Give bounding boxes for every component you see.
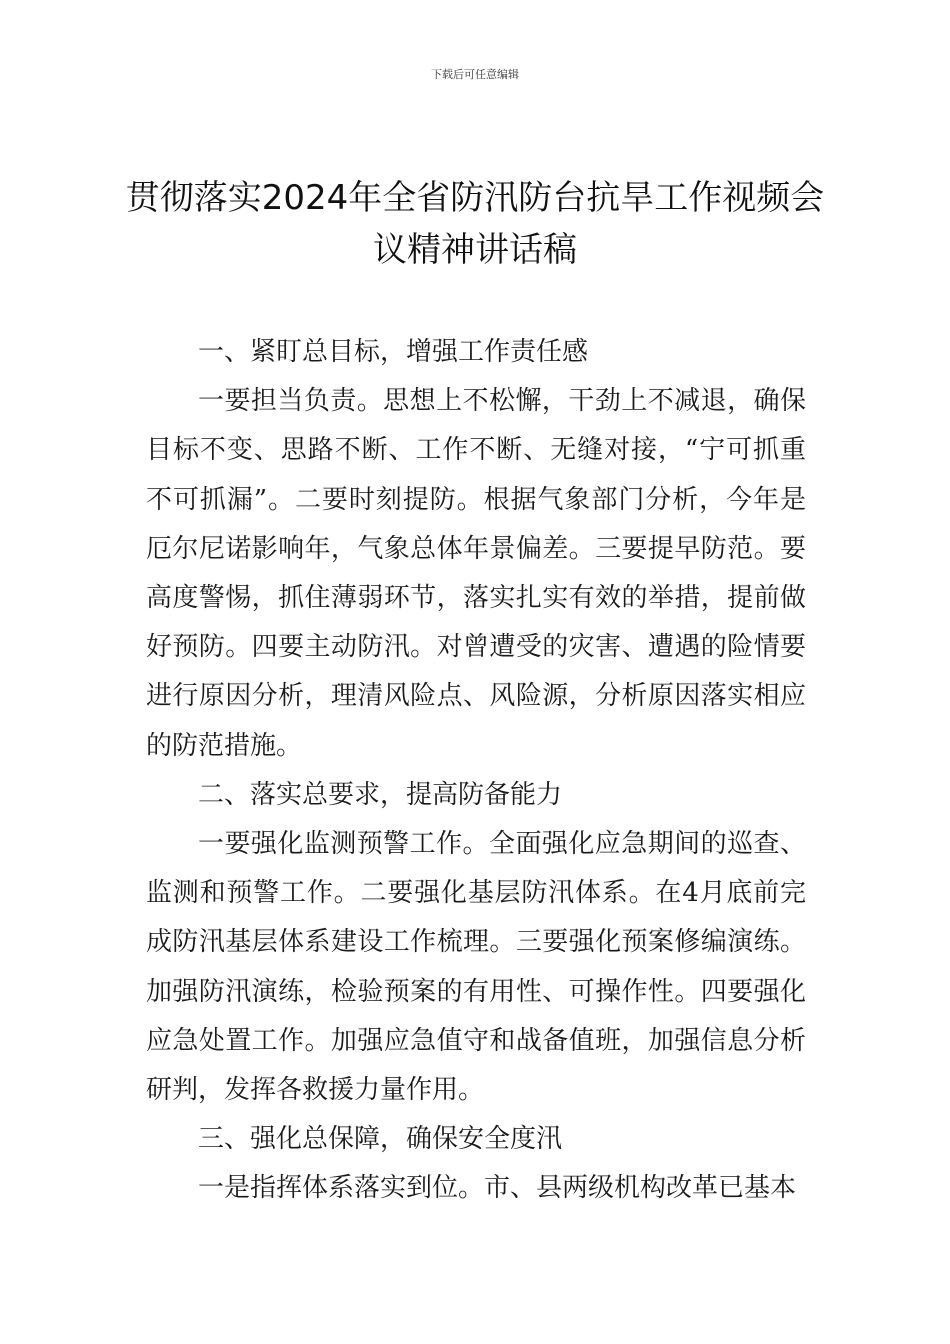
page-header-note: 下载后可任意编辑 (431, 68, 519, 81)
section-heading-1: 一、紧盯总目标，增强工作责任感 (198, 337, 589, 367)
section-heading-3: 三、强化总保障，确保安全度汛 (198, 1124, 563, 1155)
document-title: 贯彻落实2024年全省防汛防台抗旱工作视频会议精神讲话稿 (125, 178, 825, 270)
body-paragraph-3: 一是指挥体系落实到位。市、县两级机构改革已基本 (198, 1173, 797, 1204)
document-body (146, 328, 806, 1214)
section-heading-2: 二、落实总要求，提高防备能力 (198, 779, 563, 810)
body-paragraph-2: 一要强化监测预警工作。全面强化应急期间的巡查、监测和预警工作。二要强化基层防汛体系。在4月底前完成防汛基层体系建设工作梳理。三要强化预案修编演练。加强防汛演练，检验预案的有用性、可操作性。四要强化应急处置工作。加强应急值守和战备值班，加强信息分析研判，发挥各救援力量作用。 (146, 829, 806, 1106)
body-paragraph-1: 一要担当负责。思想上不松懈，干劲上不减退，确保目标不变、思路不断、工作不断、无缝对接，“宁可抓重不可抓漏”。二要时刻提防。根据气象部门分析，今年是厄尔尼诺影响年，气象总体年景偏差。三要提早防范。要高度警惕，抓住薄弱环节，落实扎实有效的举措，提前做好预防。四要主动防汛。对曾遭受的灾害、遭遇的险情要进行原因分析，理清风险点、风险源，分析原因落实相应的防范措施。 (146, 386, 806, 761)
